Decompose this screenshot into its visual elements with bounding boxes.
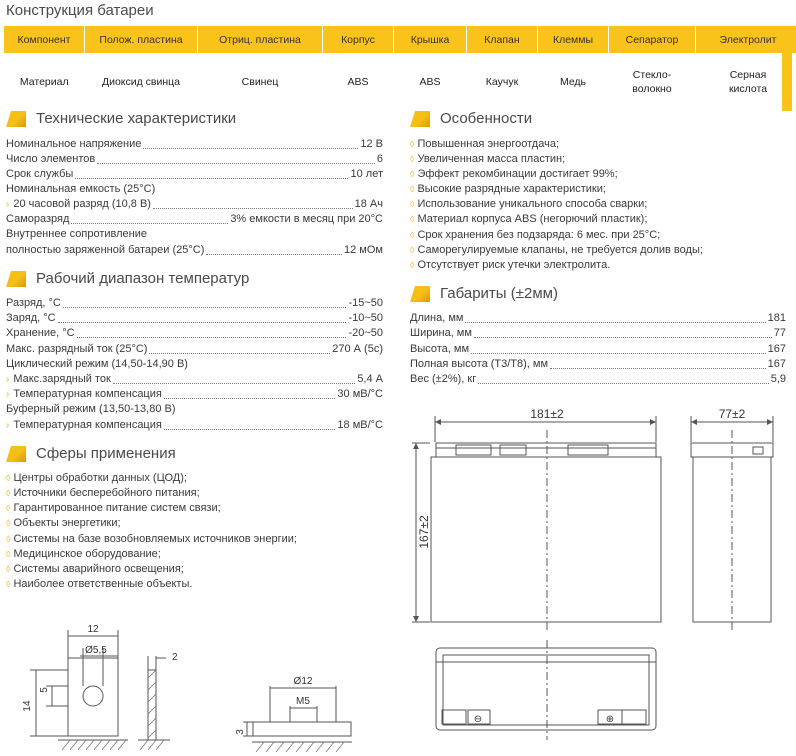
feature-item: ◊ Саморегулируемые клапаны, не требуется долив воды; [410, 244, 703, 256]
construction-value-cell: Свинец [241, 76, 279, 88]
section-marker-icon [410, 111, 430, 127]
temp-value: -10~50 [348, 312, 383, 324]
temp-value: 18 мВ/°C [337, 419, 383, 431]
temp-row [6, 342, 383, 357]
battery-drawing [408, 400, 796, 756]
diamond-bullet-icon: ◊ [6, 488, 11, 498]
feature-item: ◊ Повышенная энергоотдача; [410, 138, 560, 150]
arrow-icon: › [6, 199, 10, 210]
construction-value-row [4, 53, 796, 111]
terminal-thickness-label: 2 [172, 652, 178, 663]
spec-label: Номинальная емкость (25°C) [6, 183, 156, 195]
feature-item: ◊ Использование уникального способа сварки; [410, 198, 648, 210]
diamond-bullet-icon: ◊ [6, 518, 11, 528]
application-item: ◊ Медицинское оборудование; [6, 548, 161, 560]
temp-row [6, 387, 383, 402]
specs-title: Технические характеристики [36, 110, 237, 127]
application-item: ◊ Системы аварийного освещения; [6, 563, 184, 575]
construction-header-cell: Электролит [696, 26, 796, 53]
spec-value: 3% емкости в месяц при 20°C [230, 213, 383, 225]
diamond-bullet-icon: ◊ [410, 199, 415, 209]
temp-row [6, 311, 383, 326]
construction-value-cell: Стекло- волокно [632, 69, 672, 95]
temp-label: Макс. разрядный ток (25°C) [6, 343, 148, 355]
application-item: ◊ Центры обработки данных (ЦОД); [6, 472, 187, 484]
construction-value-cell: Материал [19, 76, 69, 88]
temp-label: Циклический режим (14,50-14,90 В) [6, 358, 188, 370]
temp-value: -20~50 [348, 327, 383, 339]
spec-label: Номинальное напряжение [6, 138, 142, 150]
diamond-bullet-icon: ◊ [410, 260, 415, 270]
construction-value-cell: Серная кислота [728, 69, 768, 95]
spec-value: 12 В [360, 138, 383, 150]
spec-label: полностью заряженной батареи (25°C) [6, 244, 205, 256]
feature-item: ◊ Материал корпуса ABS (негорючий пластик); [410, 213, 648, 225]
diamond-bullet-icon: ◊ [410, 139, 415, 149]
terminal-drawing [0, 618, 400, 756]
spec-label: Внутреннее сопротивление [6, 228, 147, 240]
minus-terminal-icon: ⊖ [473, 714, 483, 725]
diamond-bullet-icon: ◊ [6, 564, 11, 574]
application-item: ◊ Объекты энергетики; [6, 517, 121, 529]
construction-value-cell: ABS [347, 76, 369, 88]
construction-header-cell: Клапан [467, 26, 538, 53]
temp-label: Макс.зарядный ток [13, 373, 111, 385]
spec-value: 18 Ач [354, 198, 383, 210]
dimension-row: Ширина, мм 77 [410, 327, 786, 339]
length-label: 181±2 [530, 407, 564, 421]
diamond-bullet-icon: ◊ [6, 534, 11, 544]
construction-header-cell: Отриц. пластина [198, 26, 323, 53]
dimension-row: Высота, мм 167 [410, 343, 786, 355]
temp-row [6, 296, 383, 311]
section-marker-icon [6, 446, 26, 462]
section-marker-icon [410, 286, 430, 302]
section-marker-icon [6, 271, 26, 287]
construction-value-cell: ABS [419, 76, 441, 88]
section-marker-icon [6, 111, 26, 127]
construction-accent-bar [782, 26, 792, 111]
diamond-bullet-icon: ◊ [410, 184, 415, 194]
temp-row [6, 372, 383, 387]
feature-item: ◊ Срок хранения без подзаряда: 6 мес. при 25°C; [410, 229, 661, 241]
feature-item: ◊ Высокие разрядные характеристики; [410, 183, 606, 195]
construction-header-cell: Клеммы [538, 26, 609, 53]
temp-value: 5,4 А [357, 373, 383, 385]
construction-header-cell: Крышка [394, 26, 467, 53]
construction-value-cell: Каучук [485, 76, 519, 88]
dimension-row: Длина, мм 181 [410, 312, 786, 324]
arrow-icon: › [6, 374, 10, 385]
temp-label: Хранение, °C [6, 327, 75, 339]
feature-item: ◊ Эффект рекомбинации достигает 99%; [410, 168, 618, 180]
spec-label: 20 часовой разряд (10,8 В) [13, 198, 151, 210]
bolt-height-label: 3 [235, 729, 246, 735]
dimension-row: Полная высота (T3/T8), мм 167 [410, 358, 786, 370]
temps-title: Рабочий диапазон температур [36, 270, 250, 287]
temp-value: -15~50 [348, 297, 383, 309]
construction-value-cell: Медь [559, 76, 587, 88]
temp-label: Разряд, °C [6, 297, 61, 309]
terminal-width-label: 12 [87, 624, 99, 635]
arrow-icon: › [6, 389, 10, 400]
bolt-thread-label: M5 [296, 696, 310, 707]
diamond-bullet-icon: ◊ [6, 473, 11, 483]
plus-terminal-icon: ⊕ [605, 714, 615, 725]
applications-title: Сферы применения [36, 445, 176, 462]
temp-label: Температурная компенсация [13, 388, 162, 400]
bolt-diameter-label: Ø12 [293, 676, 313, 687]
feature-item: ◊ Увеличенная масса пластин; [410, 153, 566, 165]
temp-value: 30 мВ/°C [337, 388, 383, 400]
temp-label: Температурная компенсация [13, 419, 162, 431]
terminal-height-label: 14 [22, 700, 33, 712]
spec-value: 6 [376, 153, 383, 165]
construction-title: Конструкция батареи [6, 2, 154, 19]
temp-value: 270 А (5с) [332, 343, 383, 355]
width-label: 77±2 [718, 407, 746, 421]
temp-row [6, 402, 383, 417]
spec-row [6, 152, 383, 167]
application-item: ◊ Наиболее ответственные объекты. [6, 578, 193, 590]
height-label: 167±2 [417, 515, 431, 549]
application-item: ◊ Гарантированное питание систем связи; [6, 502, 221, 514]
diamond-bullet-icon: ◊ [410, 169, 415, 179]
construction-table [4, 26, 796, 111]
construction-header-cell: Сепаратор [609, 26, 696, 53]
spec-label: Число элементов [6, 153, 96, 165]
diamond-bullet-icon: ◊ [6, 549, 11, 559]
spec-row [6, 243, 383, 258]
spec-row [6, 137, 383, 152]
spec-value: 12 мОм [344, 244, 383, 256]
temp-label: Заряд, °C [6, 312, 56, 324]
construction-header-cell: Полож. пластина [85, 26, 198, 53]
diamond-bullet-icon: ◊ [6, 579, 11, 589]
construction-header-row [4, 26, 796, 53]
spec-row [6, 212, 383, 227]
feature-item: ◊ Отсутствует риск утечки электролита. [410, 259, 611, 271]
application-item: ◊ Источники бесперебойного питания; [6, 487, 200, 499]
application-item: ◊ Системы на базе возобновляемых источников энергии; [6, 533, 297, 545]
diamond-bullet-icon: ◊ [6, 503, 11, 513]
spec-row [6, 182, 383, 197]
temp-label: Буферный режим (13,50-13,80 В) [6, 403, 176, 415]
arrow-icon: › [6, 420, 10, 431]
spec-row [6, 167, 383, 182]
diamond-bullet-icon: ◊ [410, 230, 415, 240]
temp-row [6, 326, 383, 341]
dimensions-title: Габариты (±2мм) [440, 285, 558, 302]
diamond-bullet-icon: ◊ [410, 245, 415, 255]
construction-value-cell: Диоксид свинца [101, 76, 181, 88]
diamond-bullet-icon: ◊ [410, 214, 415, 224]
terminal-hole-label: Ø5,5 [85, 645, 107, 656]
temp-row [6, 357, 383, 372]
temp-row [6, 418, 383, 433]
spec-label: Саморазряд [6, 213, 70, 225]
spec-value: 10 лет [350, 168, 383, 180]
features-title: Особенности [440, 110, 533, 127]
spec-row [6, 197, 383, 212]
terminal-offset-label: 5 [39, 687, 50, 693]
spec-row [6, 227, 383, 242]
dimension-row: Вес (±2%), кг 5,9 [410, 373, 786, 385]
construction-header-cell: Компонент [4, 26, 85, 53]
diamond-bullet-icon: ◊ [410, 154, 415, 164]
spec-label: Срок службы [6, 168, 74, 180]
construction-header-cell: Корпус [323, 26, 394, 53]
